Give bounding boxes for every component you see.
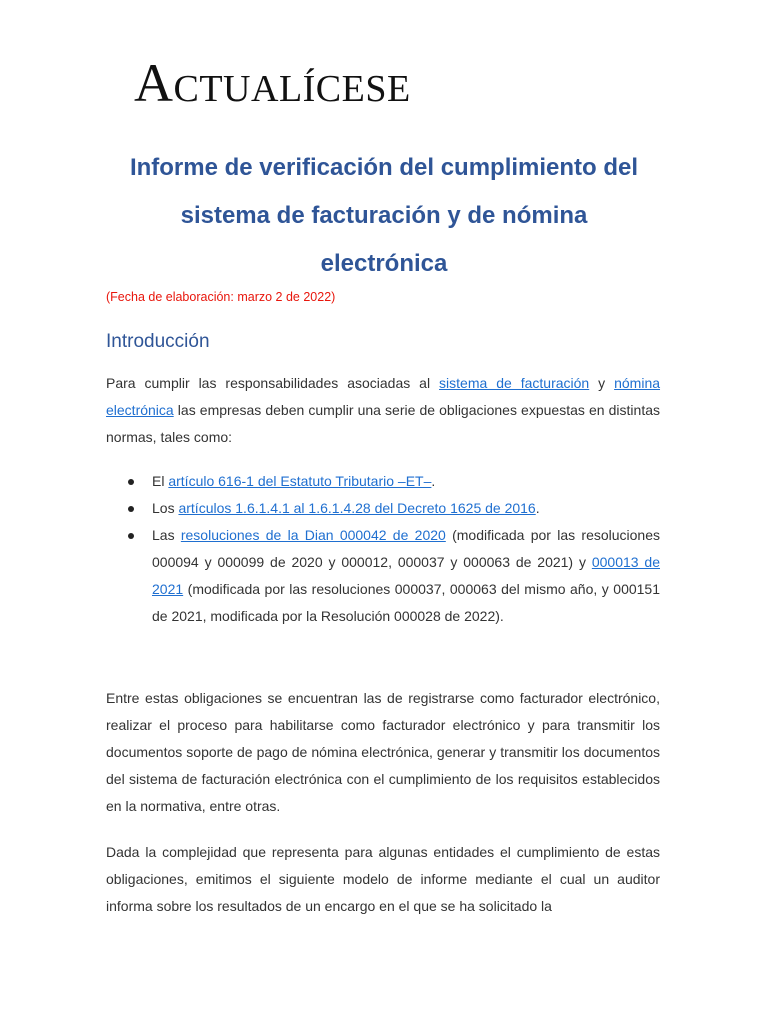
- document-title: [90, 144, 678, 288]
- list-item: [106, 468, 660, 495]
- intro-paragraph: [106, 370, 660, 451]
- body-paragraph-complejidad: Dada la complejidad que representa para algunas entidades el cumplimiento de estas obligaciones, emitimos el siguiente modelo de informe mediante el cual un auditor informa sobre los resultados de un encargo en el que se ha solicitado la: [106, 844, 660, 914]
- bullet-1-pre: El: [152, 473, 169, 489]
- bullet-1-post: .: [431, 473, 436, 489]
- title-line-2: sistema de facturación y de nómina: [180, 202, 588, 229]
- bullet-icon: [128, 506, 134, 512]
- section-heading-introduccion: Introducción: [106, 331, 210, 352]
- brand-logo: Actualícese: [134, 53, 411, 113]
- link-resoluciones-dian-000042[interactable]: resoluciones de la Dian 000042 de 2020: [180, 527, 446, 543]
- title-line-1: Informe de verificación del cumplimiento del: [129, 154, 639, 181]
- bullet-icon: [128, 533, 134, 539]
- body-paragraph-obligaciones: Entre estas obligaciones se encuentran las de registrarse como facturador electrónico, realizar el proceso para habilitarse como facturador electrónico y para transmitir los documentos soporte de pago de nómina electrónica, generar y transmitir los documentos del sistema de facturación electrónica con el cumplimiento de los requisitos establecidos en la normativa, entre otras.: [106, 690, 660, 814]
- link-nomina-electronica[interactable]: nómina electrónica: [106, 375, 661, 418]
- intro-text-1: Para cumplir las responsabilidades asociadas al: [106, 375, 440, 391]
- list-item: [106, 522, 660, 630]
- list-item: [106, 495, 660, 522]
- link-articulo-616-1[interactable]: artículo 616-1 del Estatuto Tributario –ET–: [168, 473, 432, 489]
- bullet-3-pre: Las: [152, 527, 181, 543]
- bullet-2-pre: Los: [152, 500, 179, 516]
- obligations-list: [106, 468, 660, 630]
- bullet-2-post: .: [535, 500, 540, 516]
- link-resolucion-000013[interactable]: 000013 de 2021: [152, 554, 660, 597]
- title-line-3: electrónica: [320, 250, 448, 277]
- bullet-3-post: (modificada por las resoluciones 000037, 000063 del mismo año, y 000151 de 2021, modificada por la Resolución 000028 de 2022).: [152, 581, 660, 624]
- bullet-3-mid: (modificada por las resoluciones 000094 y 000099 de 2020 y 000012, 000037 y 000063 de 2021) y: [152, 527, 661, 570]
- intro-text-2: y: [589, 375, 615, 391]
- date-note: (Fecha de elaboración: marzo 2 de 2022): [106, 290, 336, 304]
- bullet-icon: [128, 479, 134, 485]
- link-articulos-decreto-1625[interactable]: artículos 1.6.1.4.1 al 1.6.1.4.28 del Decreto 1625 de 2016: [178, 500, 536, 516]
- link-sistema-facturacion[interactable]: sistema de facturación: [439, 375, 590, 391]
- intro-text-3: las empresas deben cumplir una serie de obligaciones expuestas en distintas normas, tales como:: [106, 402, 660, 445]
